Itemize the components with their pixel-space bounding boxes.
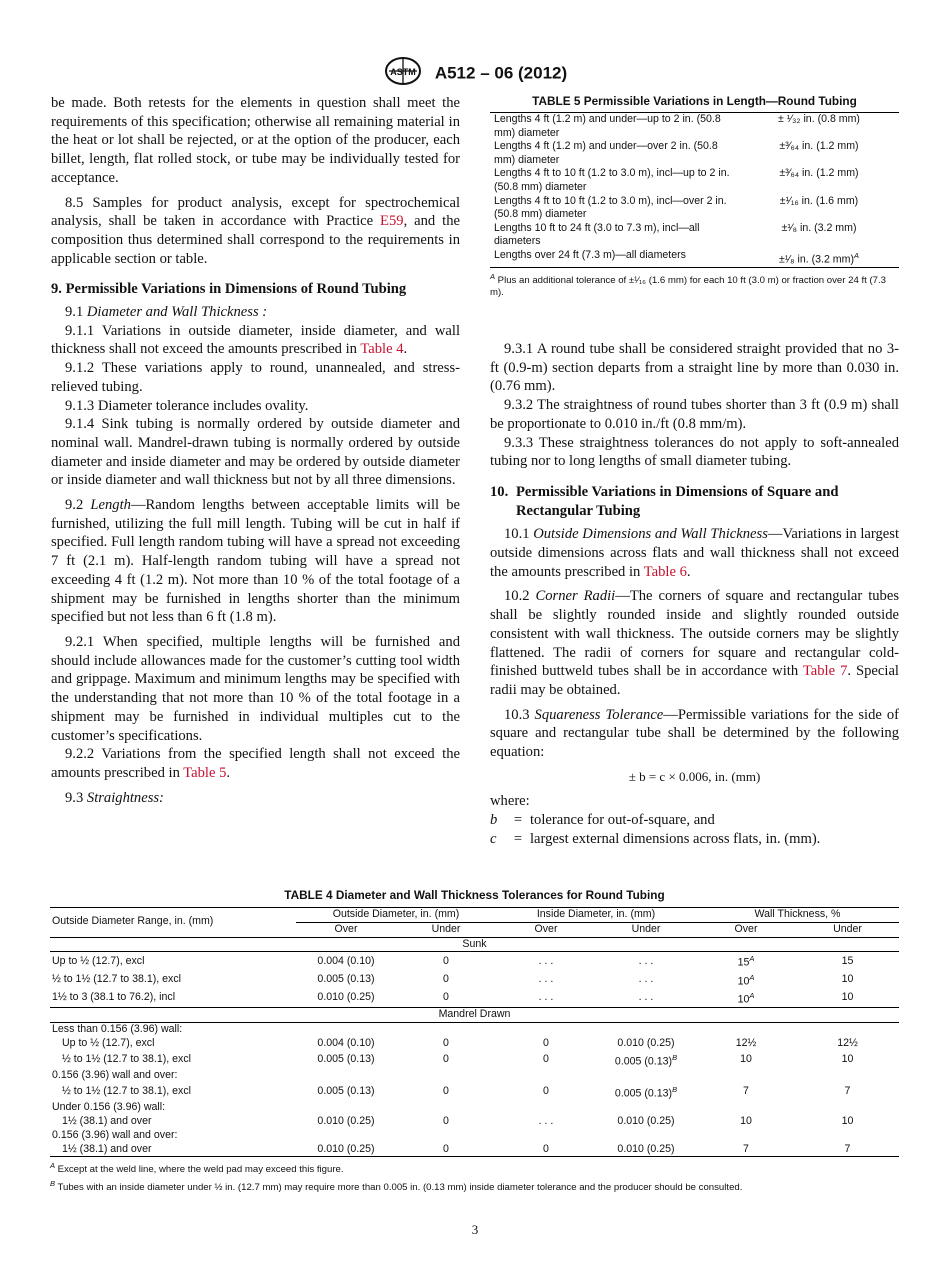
table-row: Lengths 4 ft to 10 ft (1.2 to 3.0 m), incl—up to 2 in. (50.8 mm) diameter ±³⁄₆₄ in. (1.2 mm) — [494, 167, 859, 193]
table-row: 1½ to 3 (38.1 to 76.2), incl 0.010 (0.25) 0 . . . . . . $10^A$ 10 — [52, 991, 854, 1006]
table-section-sunk: Sunk — [50, 937, 899, 952]
table-5-footnote: $^A$ Plus an additional tolerance of ±¹⁄₁₆ (1.6 mm) for each 10 ft (3.0 m) or fraction over 24 ft (7.3 m). — [490, 272, 886, 299]
right-column — [490, 340, 899, 849]
table-5-caption: TABLE 5 Permissible Variations in Length—Round Tubing — [532, 94, 857, 108]
table-row: ½ to 1½ (12.7 to 38.1), excl 0.005 (0.13) 0 0 0.005 $(0.13)^B$ 7 7 — [62, 1084, 851, 1100]
svg-text:ASTM: ASTM — [390, 67, 416, 77]
paragraph-10-1: 10.1 Outside Dimensions and Wall Thickness—Variations in largest outside dimensions across flats and wall thickness shall not exceed the amounts prescribed in Table 6. — [490, 526, 900, 580]
paragraph-9-1-4: 9.1.4 Sink tubing is normally ordered by outside diameter and nominal wall. Mandrel-drawn tubing is normally ordered by outside diameter and inside diameter and may be ordered by outside diameter or inside diameter and wall thickness but not by all three dimensions. — [51, 416, 460, 489]
paragraph-10-2: 10.2 Corner Radii—The corners of square and rectangular tubes shall be slightly rounded inside and slightly rounded outside consistent with wall thickness. The outside corners may be slightly flattened. The radii of corners for square and rectangular cold-finished buttweld tubes shall be in accordance with Table 7. Special radii may be obtained. — [490, 588, 899, 698]
table-4-footnote-a: $^A$ Except at the weld line, where the weld pad may exceed this figure. — [50, 1161, 344, 1176]
table-subheader-row: Over Under Over Under Over Under — [334, 922, 862, 935]
table-group-row: Less than 0.156 (3.96) wall: — [52, 1023, 183, 1036]
section-10-heading: 10. Permissible Variations in Dimensions of Square and Rectangular Tubing — [490, 483, 839, 519]
paragraph-9-1-1: 9.1.1 Variations in outside diameter, inside diameter, and wall thickness shall not exceed the amounts prescribed in Table 4. — [51, 322, 460, 358]
table-row: Lengths 4 ft to 10 ft (1.2 to 3.0 m), incl—over 2 in. (50.8 mm) diameter ±¹⁄₁₆ in. (1.6 mm) — [494, 194, 859, 221]
paragraph-9-2-1: 9.2.1 When specified, multiple lengths will be furnished and should include allowances made for the customer’s cutting tool width and grippage. Maximum and minimum lengths may be specified with the understanding that not more than 10 % of the total footage in a shipment may be furnished in individual multiples cut to the customer’s specifications. — [51, 633, 460, 744]
table-row: Lengths 4 ft (1.2 m) and under—up to 2 in. (50.8 mm) diameter ± ¹⁄₃₂ in. (0.8 mm) — [494, 113, 860, 139]
where-label: where: — [490, 793, 530, 810]
paragraph-retest: be made. Both retests for the elements in question shall meet the requirements of this specification; otherwise all remaining material in the heat or lot shall be rejected, or at the option of the producer, each billet, length, flat rolled stock, or tube may be individually tested for acceptance. — [51, 95, 460, 186]
table-row: Lengths 10 ft to 24 ft (3.0 to 7.3 m), incl—all diameters ±¹⁄₈ in. (3.2 mm) — [494, 221, 857, 248]
paragraph-9-3-1: 9.3.1 A round tube shall be considered straight provided that no 3-ft (0.9-m) section departs from a straight line by more than 0.030 in. (0.76 mm). — [490, 341, 899, 395]
paragraph-9-1: 9.1 Diameter and Wall Thickness : — [65, 304, 268, 321]
table-row: ½ to 1½ (12.7 to 38.1), excl 0.005 (0.13) 0 . . . . . . $10^A$ 10 — [52, 972, 854, 988]
paragraph-9-2: 9.2 Length—Random lengths between acceptable limits will be furnished, utilizing the full mill length. Tubing will be cut in half if specified. Full length random tubing will have a spread not exceeding 7 ft (2.1 m). Half-length random tubing will have a spread not exceeding 4 ft (1.2 m). Not more than 10 % of the total footage of a shipment may be furnished in lengths shorter than the minimum specified but not less than 6 ft (1.8 m). — [51, 497, 461, 626]
paragraph-9-1-3: 9.1.3 Diameter tolerance includes ovality. — [65, 397, 309, 414]
paragraph-9-2-2: 9.2.2 Variations from the specified length shall not exceed the amounts prescribed in Table 5. — [51, 746, 460, 781]
definition-b: b = tolerance for out-of-square, and — [490, 812, 715, 829]
table-group-row: 0.156 (3.96) wall and over: — [52, 1069, 178, 1082]
table-row: Up to ½ (12.7), excl 0.004 (0.10) 0 0 0.010 (0.25) 12½ 12½ — [62, 1036, 858, 1049]
paragraph-9-3-3: 9.3.3 These straightness tolerances do not apply to soft-annealed tubing nor to long lengths of small diameter tubing. — [490, 434, 899, 470]
section-9-heading: 9. Permissible Variations in Dimensions of Round Tubing — [51, 281, 407, 298]
page-number: 3 — [471, 1222, 479, 1237]
link-table-7[interactable]: Table 7 — [802, 663, 848, 680]
squareness-equation: ± b = c × 0.006, in. (mm) — [628, 768, 761, 784]
table-section-mandrel: Mandrel Drawn — [50, 1008, 899, 1023]
table-5 — [490, 94, 899, 299]
paragraph-9-3: 9.3 Straightness: — [65, 789, 164, 806]
link-table-6[interactable]: Table 6 — [643, 563, 687, 580]
link-table-4[interactable]: Table 4 — [360, 341, 404, 358]
table-row: Lengths over 24 ft (7.3 m)—all diameters ±¹⁄₈ in. (3.2 mm)$^A$ — [494, 248, 859, 266]
table-group-row: Under 0.156 (3.96) wall: — [52, 1101, 166, 1114]
table-row: ½ to 1½ (12.7 to 38.1), excl 0.005 (0.13) 0 0 0.005 $(0.13)^B$ 10 10 — [62, 1052, 854, 1068]
table-4-footnote-b: $^B$ Tubes with an inside diameter under ½ in. (12.7 mm) may require more than 0.005 in. (0.13 mm) inside diameter tolerance and the producer should be consulted. — [50, 1178, 743, 1193]
table-row: 1½ (38.1) and over 0.010 (0.25) 0 0 0.010 (0.25) 7 7 — [62, 1142, 851, 1155]
page-header — [0, 56, 950, 91]
paragraph-9-1-2: 9.1.2 These variations apply to round, unannealed, and stress-relieved tubing. — [51, 360, 460, 395]
astm-logo-icon — [383, 56, 423, 91]
paragraph-10-3: 10.3 Squareness Tolerance—Permissible variations for the side of square and rectangular tube shall be determined by the following equation: — [490, 706, 900, 761]
table-header-row: Outside Diameter Range, in. (mm) Outside Diameter, in. (mm) Inside Diameter, in. (mm) Wall Thickness, % — [50, 908, 899, 923]
table-row: 1½ (38.1) and over 0.010 (0.25) 0 . . . 0.010 (0.25) 10 10 — [62, 1115, 854, 1128]
paragraph-9-3-2: 9.3.2 The straightness of round tubes shorter than 3 ft (0.9 m) shall be proportionate to 0.010 in./ft (0.8 mm/m). — [490, 397, 899, 432]
link-e59[interactable]: E59 — [380, 213, 404, 230]
table-row: Up to ½ (12.7), excl 0.004 (0.10) 0 . . . . . . $15^A$ 15 — [52, 954, 854, 969]
table-group-row: 0.156 (3.96) wall and over: — [52, 1128, 178, 1141]
table-4 — [50, 888, 899, 1194]
document-designation: A512 – 06 (2012) — [434, 63, 568, 83]
table-4-caption: TABLE 4 Diameter and Wall Thickness Tolerances for Round Tubing — [284, 888, 665, 902]
left-column — [51, 94, 460, 807]
table-row: Lengths 4 ft (1.2 m) and under—over 2 in. (50.8 mm) diameter ±³⁄₆₄ in. (1.2 mm) — [494, 140, 859, 166]
paragraph-8-5: 8.5 Samples for product analysis, except for spectrochemical analysis, shall be taken in accordance with Practice E59, and the composition thus determined shall correspond to the requirements in applicable section or table. — [51, 194, 460, 267]
link-table-5[interactable]: Table 5 — [183, 764, 227, 781]
definition-c: c = largest external dimensions across flats, in. (mm). — [490, 830, 821, 847]
